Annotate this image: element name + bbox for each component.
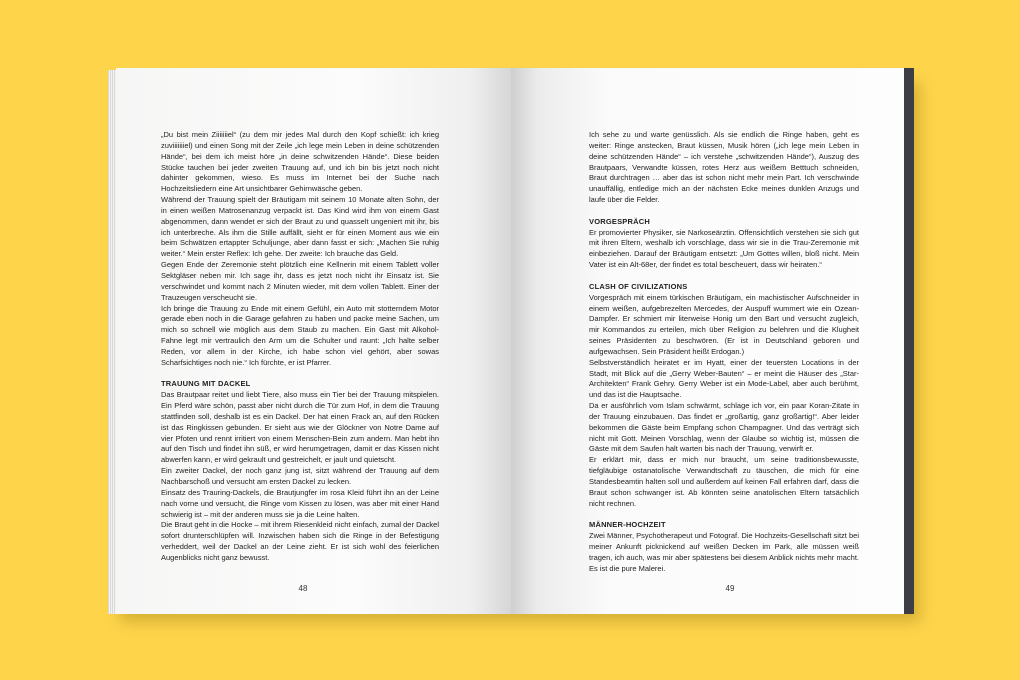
paragraph-gap — [589, 271, 859, 282]
paragraph-gap — [161, 369, 439, 380]
paragraph: Ich bringe die Trauung zu Ende mit einem Gefühl, ein Auto mit stotterndem Motor gerade eben noch in die Garage gefahren zu haben und packe meine Sachen, um mich so schnell wie möglich aus dem Staub zu machen. Ein Gast mit Alkohol-Fahne legt mir vertraulich den Arm um die Schulter und raunt: „Ich halte selber Reden, vor allem in der Kirche, ich habe schon viel gehört, aber sowas Scharfsichtiges noch nie.“ Ich fürchte, er ist Pfarrer. — [161, 303, 439, 367]
paragraph: Einsatz des Trauring-Dackels, die Brautjungfer im rosa Kleid führt ihn an der Leine nach vorne und versucht, die Ringe vom Kissen zu lösen, was aber mit einer Hand schwierig ist – mit der anderen muss sie ja die Leine halten. — [161, 487, 439, 519]
paragraph-gap — [589, 206, 859, 217]
paragraph: Er erklärt mir, dass er mich nur braucht, um seine traditionsbewusste, tiefgläubige ostanatolische Verwandtschaft zu täuschen, die mich für eine Standesbeamtin halten soll und außerdem auf keinen Fall erfahren darf, dass die Braut schon schwanger ist. Ab könnten seine anatolischen Eltern tatsächlich nicht rechnen. — [589, 455, 859, 508]
open-book — [108, 68, 914, 614]
paragraph: Das Brautpaar reitet und liebt Tiere, also muss ein Tier bei der Trauung mitspielen. Ein Pferd wäre schön, passt aber nicht durch die Tür zum Hof, in dem die Trauung stattfinden soll, deshalb ist es ein Dackel. Der hat einen Frack an, auf den Rücken ist das Ringkissen gebunden. Er sieht aus wie der Glöckner von Notre Dame auf vier Pfoten und rennt irritiert von einem Menschen-Bein zum andern. Man hebt ihn auf den Tisch und findet ihn süß, er wird herumgetragen, damit er das Kissen nicht abwerfen kann, er wird gekrault und gestreichelt, er jault und quietscht. — [161, 390, 439, 465]
section-heading: MÄNNER-HOCHZEIT — [589, 520, 666, 530]
left-page-text — [161, 130, 439, 564]
section-heading: TRAUUNG MIT DACKEL — [161, 379, 251, 389]
paragraph: Ein zweiter Dackel, der noch ganz jung ist, sitzt während der Trauung auf dem Nachbarschoß und versucht am ersten Dackel zu lecken. — [161, 466, 439, 486]
right-page — [511, 68, 904, 614]
paragraph: Gegen Ende der Zeremonie steht plötzlich eine Kellnerin mit einem Tablett voller Sektgläser neben mir. Ich sage ihr, dass es jetzt noch nicht ihr Einsatz ist. Sie verschwindet und kommt nach 2 Minuten wieder, mit dem vollen Tablett. Einer der Trauzeugen verscheucht sie. — [161, 260, 439, 302]
paragraph-gap — [589, 510, 859, 521]
paragraph: Vorgespräch mit einem türkischen Bräutigam, ein machistischer Aufschneider in einem weißen, aufgebrezelten Mercedes, der Auspuff wummert wie ein Ozean-Dampfer. Er schmiert mir literweise Honig um den Bart und versucht zugleich, mir Kommandos zu erteilen, mich über Religion zu belehren und die Klugheit seines Präsidenten zu beschwören. (Er ist in Deutschland geboren und aufgewachsen. Sein Präsident heißt Erdogan.) — [589, 292, 859, 356]
paragraph: Da er ausführlich vom Islam schwärmt, schlage ich vor, ein paar Koran-Zitate in der Trauung einzubauen. Das findet er „großartig, ganz großartig!“. Aber leider bekommen die Gäste beim Empfang schon Champagner. Und das verträgt sich nicht mit Gott. Meinen Vorschlag, wenn der Glaube so wichtig ist, müssen die Gäste mit dem Saufen halt warten bis nach der Trauung, verwirft er. — [589, 401, 859, 454]
page-number-left: 48 — [298, 584, 308, 593]
paragraph: Er promovierter Physiker, sie Narkoseärztin. Offensichtlich verstehen sie sich gut mit ihren Eltern, weshalb ich vorschlage, dass wir sie in die Trau-Zeremonie mit einbeziehen. Darauf der Bräutigam entsetzt: „Um Gottes willen, bloß nicht. Mein Vater ist ein Alt-68er, der findet es total bescheuert, dass wir heiraten.“ — [589, 227, 859, 270]
book-page-edges — [108, 70, 116, 614]
paragraph: Die Braut geht in die Hocke – mit ihrem Riesenkleid nicht einfach, zumal der Dackel sofort drunterschlüpfen will. Inzwischen haben sich die Ringe in der Befestigung verheddert, weil der Dackel an der Leine zieht. Er ist sich wohl des feierlichen Augenblicks nicht ganz bewusst. — [161, 520, 439, 562]
book-back-cover-edge — [904, 68, 914, 614]
right-page-text — [589, 130, 859, 575]
paragraph: „Du bist mein Ziiiiiiiel“ (zu dem mir jedes Mal durch den Kopf schießt: ich krieg zuviiiiiiiel) und einen Song mit der Zeile „ich lege mein Leben in deine schützenden Hände“, bei dem ich meist höre „in deine schwitzenden Hände“. Diese beiden Stücke tauchen bei jeder zweiten Trauung auf, und ich bin bis jetzt noch nicht dahinter gekommen, wieso. Es muss im Internet bei der Suche nach Hochzeitsliedern eine Art unsichtbarer Gehirnwäsche geben. — [161, 130, 439, 194]
section-heading: VORGESPRÄCH — [589, 216, 650, 226]
paragraph: Während der Trauung spielt der Bräutigam mit seinem 10 Monate alten Sohn, der in einen weißen Matrosenanzug verpackt ist. Das Kind wird ihm von einem Gast abgenommen, dann wendet er sich der Braut zu und quasselt ungeniert mit ihr, bis ich unterbreche. Als ihm die Stille auffällt, sieht er für einen Moment aus wie ein beim Schwätzen ertappter Schuljunge, aber dann fasst er sich: „Machen Sie ruhig weiter.“ Mein erster Reflex: Ich gehe. Der zweite: Ich brauche das Geld. — [161, 195, 439, 259]
page-number-right: 49 — [725, 584, 735, 593]
section-heading: CLASH OF CIVILIZATIONS — [589, 281, 688, 291]
paragraph: Selbstverständlich heiratet er im Hyatt, einer der teuersten Locations in der Stadt, mit Blick auf die „Gerry Weber-Bauten“ – er meint die Häuser des „Star-Architekten“ Frank Gehry. Gerry Weber ist ein Mode-Label, aber auch berühmt, und das ist die Hauptsache. — [589, 357, 859, 400]
left-page — [116, 68, 511, 614]
paragraph: Zwei Männer, Psychotherapeut und Fotograf. Die Hochzeits-Gesellschaft sitzt bei meiner Ankunft picknickend auf weißen Decken im Park, alle müssen weiß tragen, ich auch, was mir aber spätestens bei diesem Anblick nichts mehr macht. Es ist die pure Malerei. — [589, 531, 859, 573]
paragraph: Ich sehe zu und warte genüsslich. Als sie endlich die Ringe haben, geht es weiter: Ringe anstecken, Braut küssen, Musik hören („ich lege mein Leben in deine schützenden Hände“ – ich verstehe „schwitzenden Hände“), Auszug des Brautpaars, Verwandte küssen, rotes Herz aus weißem Betttuch schneiden, Braut durchtragen … aber das ist schon nicht mehr mein Part. Ich verschwinde unauffällig, entledige mich an der nächsten Ecke meines dunklen Anzugs und laufe über die Felder. — [589, 130, 859, 205]
